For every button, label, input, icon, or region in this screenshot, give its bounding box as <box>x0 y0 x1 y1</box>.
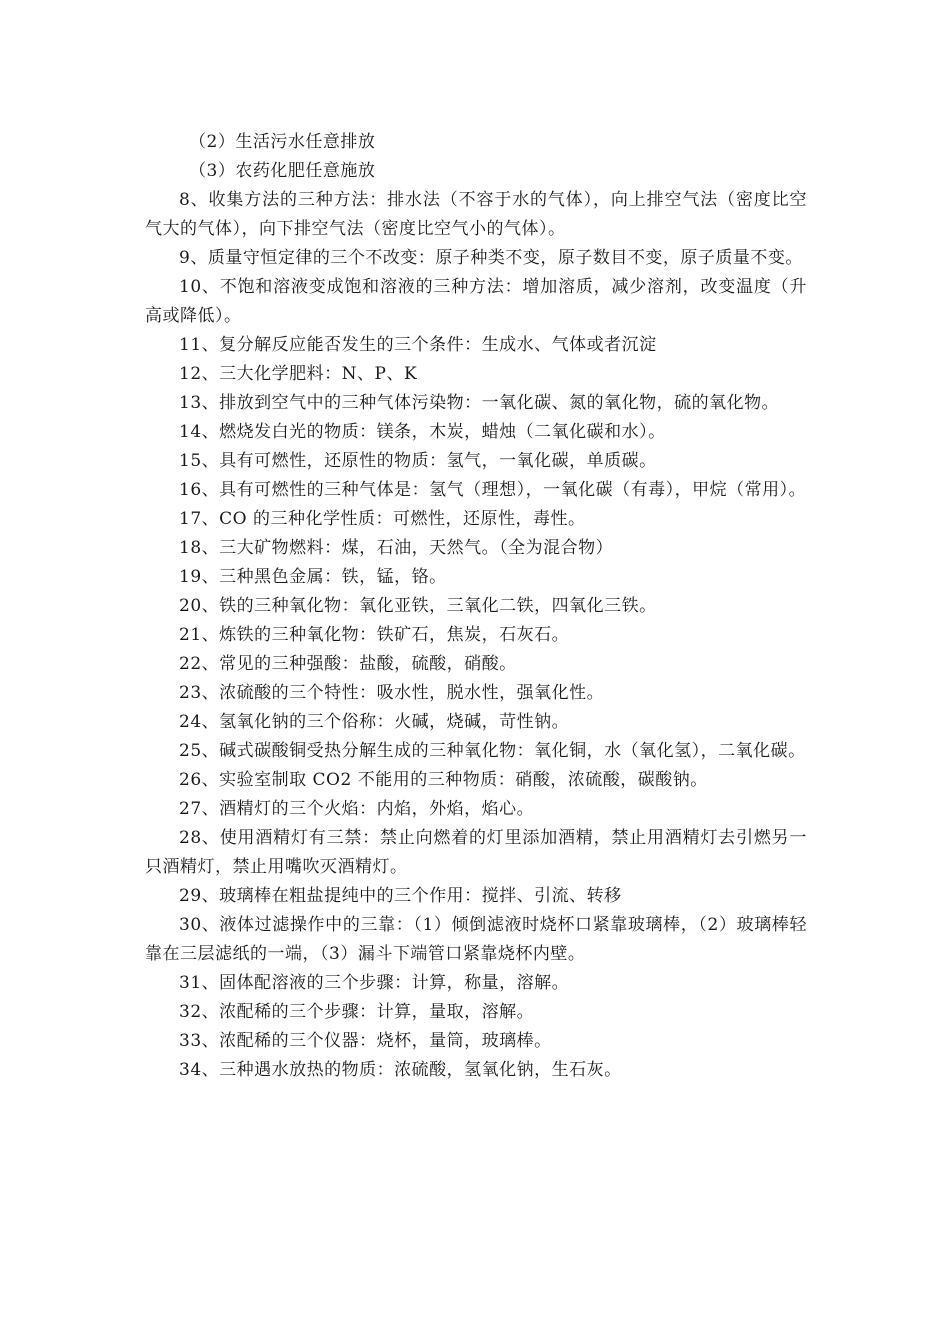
list-item: 25、碱式碳酸铜受热分解生成的三种氧化物：氧化铜，水（氧化氢），二氧化碳。 <box>179 741 806 761</box>
list-item: 34、三种遇水放热的物质：浓硫酸，氢氧化钠，生石灰。 <box>179 1060 622 1080</box>
list-item: 29、玻璃棒在粗盐提纯中的三个作用：搅拌、引流、转移 <box>179 886 622 906</box>
list-item: 22、常见的三种强酸：盐酸，硫酸，硝酸。 <box>179 654 517 674</box>
list-item: 31、固体配溶液的三个步骤：计算，称量，溶解。 <box>179 973 570 993</box>
list-item: 11、复分解反应能否发生的三个条件：生成水、气体或者沉淀 <box>179 335 657 355</box>
list-item: 9、质量守恒定律的三个不改变：原子种类不变，原子数目不变，原子质量不变。 <box>179 248 803 268</box>
list-item: 14、燃烧发白光的物质：镁条，木炭，蜡烛（二氧化碳和水）。 <box>179 422 666 442</box>
document-body <box>145 128 807 1085</box>
list-item: （2）生活污水任意排放 <box>189 132 376 152</box>
list-item: 12、三大化学肥料：N、P、K <box>179 364 418 384</box>
list-item: 23、浓硫酸的三个特性：吸水性，脱水性，强氧化性。 <box>179 683 605 703</box>
list-item: 16、具有可燃性的三种气体是：氢气（理想），一氧化碳（有毒），甲烷（常用）。 <box>179 480 807 500</box>
list-item: （3）农药化肥任意施放 <box>189 161 376 181</box>
list-item: 26、实验室制取 CO2 不能用的三种物质：硝酸，浓硫酸，碳酸钠。 <box>179 770 708 790</box>
list-item: 27、酒精灯的三个火焰：内焰，外焰，焰心。 <box>179 799 535 819</box>
list-item: 28、使用酒精灯有三禁：禁止向燃着的灯里添加酒精，禁止用酒精灯去引燃另一只酒精灯，禁止用嘴吹灭酒精灯。 <box>145 828 807 877</box>
list-item: 15、具有可燃性，还原性的物质：氢气，一氧化碳，单质碳。 <box>179 451 657 471</box>
list-item: 20、铁的三种氧化物：氧化亚铁，三氧化二铁，四氧化三铁。 <box>179 596 657 616</box>
list-item: 21、炼铁的三种氧化物：铁矿石，焦炭，石灰石。 <box>179 625 570 645</box>
list-item: 19、三种黑色金属：铁，锰，铬。 <box>179 567 447 587</box>
list-item: 10、不饱和溶液变成饱和溶液的三种方法：增加溶质，减少溶剂，改变温度（升高或降低）。 <box>145 277 807 326</box>
list-item: 32、浓配稀的三个步骤：计算，量取，溶解。 <box>179 1002 535 1022</box>
list-item: 8、收集方法的三种方法：排水法（不容于水的气体），向上排空气法（密度比空气大的气体），向下排空气法（密度比空气小的气体）。 <box>145 190 807 239</box>
list-item: 24、氢氧化钠的三个俗称：火碱，烧碱，苛性钠。 <box>179 712 570 732</box>
list-item: 30、液体过滤操作中的三靠：（1）倾倒滤液时烧杯口紧靠玻璃棒，（2）玻璃棒轻靠在三层滤纸的一端，（3）漏斗下端管口紧靠烧杯内壁。 <box>145 915 807 964</box>
list-item: 33、浓配稀的三个仪器：烧杯，量筒，玻璃棒。 <box>179 1031 552 1051</box>
list-item: 17、CO 的三种化学性质：可燃性，还原性，毒性。 <box>179 509 586 529</box>
list-item: 18、三大矿物燃料：煤，石油，天然气。（全为混合物） <box>179 538 614 558</box>
list-item: 13、排放到空气中的三种气体污染物：一氧化碳、氮的氧化物，硫的氧化物。 <box>179 393 780 413</box>
